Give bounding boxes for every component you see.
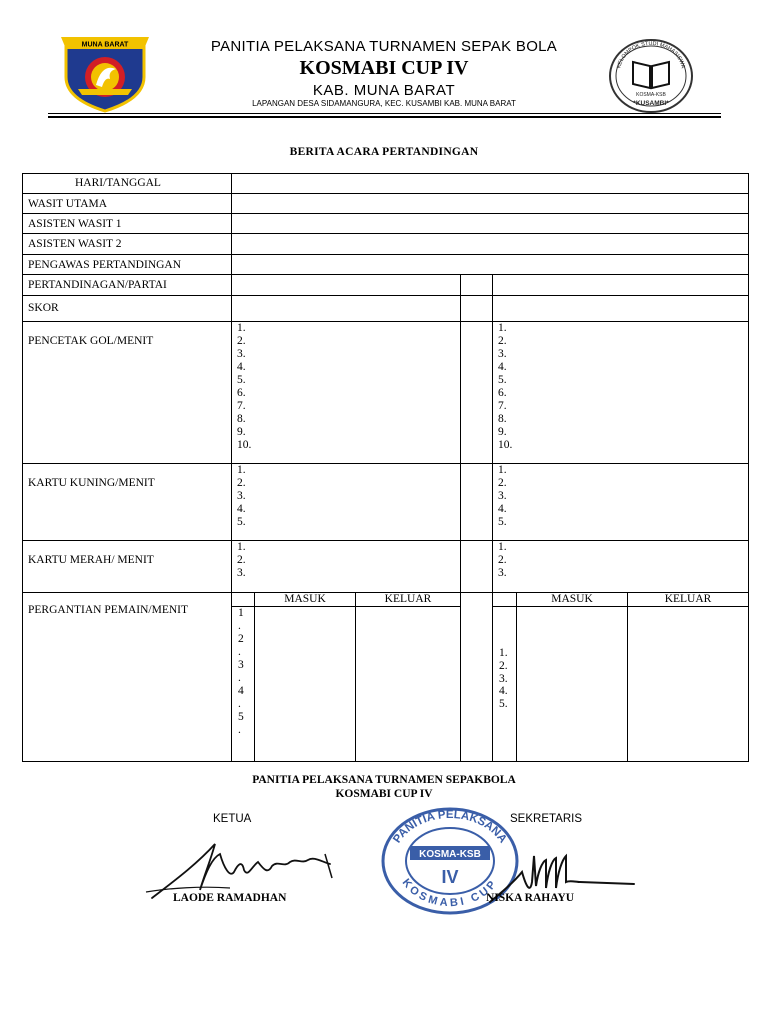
- head-keluar-away: KELUAR: [628, 593, 749, 607]
- stamp-band-text: KOSMA-KSB: [419, 849, 481, 860]
- cell-yellow-sep: [461, 464, 493, 541]
- field-pengawas[interactable]: [232, 255, 749, 275]
- field-sub-masuk-home[interactable]: [255, 607, 356, 762]
- footer-event: KOSMABI CUP IV: [335, 788, 433, 800]
- name-ketua: LAODE RAMADHAN: [173, 892, 287, 904]
- label-kartu-merah: KARTU MERAH/ MENIT: [23, 541, 232, 593]
- logo-inner-text: KOSMA-KSB: [636, 92, 666, 98]
- row-assistant-1: [23, 214, 749, 234]
- field-asisten-2[interactable]: [232, 234, 749, 255]
- label-hari-tanggal: HARI/TANGGAL: [23, 174, 232, 194]
- field-score-home[interactable]: [232, 296, 461, 322]
- label-pengawas: PENGAWAS PERTANDINGAN: [23, 255, 232, 275]
- field-hari-tanggal[interactable]: [232, 174, 749, 194]
- list-yellow-away[interactable]: 1. 2. 3. 4. 5.: [493, 464, 749, 541]
- row-substitution-header: [23, 593, 749, 607]
- field-sub-masuk-away[interactable]: [517, 607, 628, 762]
- row-match: [23, 275, 749, 296]
- cell-sub-home-num-head: [232, 593, 255, 607]
- role-sekretaris: SEKRETARIS: [510, 813, 582, 825]
- label-asisten-2: ASISTEN WASIT 2: [23, 234, 232, 255]
- label-kartu-kuning: KARTU KUNING/MENIT: [23, 464, 232, 541]
- kosma-ksb-logo-icon: [608, 38, 694, 114]
- label-skor: SKOR: [23, 296, 232, 322]
- stamp-top-text: PANITIA PELAKSANA: [391, 808, 509, 846]
- row-red-cards: [23, 541, 749, 593]
- match-report-table: [22, 173, 749, 762]
- header-regency: KAB. MUNA BARAT: [312, 82, 456, 99]
- list-yellow-home[interactable]: 1. 2. 3. 4. 5.: [232, 464, 461, 541]
- name-sekretaris: NISKA RAHAYU: [486, 892, 575, 904]
- field-sub-keluar-home[interactable]: [356, 607, 461, 762]
- label-asisten-1: ASISTEN WASIT 1: [23, 214, 232, 234]
- field-sub-keluar-away[interactable]: [628, 607, 749, 762]
- row-supervisor: [23, 255, 749, 275]
- field-vs[interactable]: [461, 275, 493, 296]
- field-score-away[interactable]: [493, 296, 749, 322]
- list-goals-home[interactable]: 1. 2. 3. 4. 5. 6. 7. 8. 9. 10.: [232, 322, 461, 464]
- muna-barat-crest-icon: [58, 33, 152, 113]
- label-wasit-utama: WASIT UTAMA: [23, 194, 232, 214]
- list-sub-home: 1 . 2 . 3 . 4 . 5 .: [232, 607, 255, 762]
- label-pencetak-gol: PENCETAK GOL/MENIT: [23, 322, 232, 464]
- row-referee: [23, 194, 749, 214]
- field-asisten-1[interactable]: [232, 214, 749, 234]
- header-address: LAPANGAN DESA SIDAMANGURA, KEC. KUSAMBI KAB. MUNA BARAT: [252, 99, 516, 108]
- head-keluar-home: KELUAR: [356, 593, 461, 607]
- field-wasit-utama[interactable]: [232, 194, 749, 214]
- header-committee: PANITIA PELAKSANA TURNAMEN SEPAK BOLA: [210, 38, 558, 55]
- head-masuk-home: MASUK: [255, 593, 356, 607]
- stamp-bottom-text: KOSMABI CUP: [399, 876, 501, 910]
- field-team-away[interactable]: [493, 275, 749, 296]
- row-yellow-cards: [23, 464, 749, 541]
- cell-goals-sep: [461, 322, 493, 464]
- header-divider-thick: [48, 116, 721, 118]
- stamp-center-text: IV: [441, 867, 459, 887]
- list-red-home[interactable]: 1. 2. 3.: [232, 541, 461, 593]
- header-divider-thin: [48, 113, 721, 114]
- label-pergantian: PERGANTIAN PEMAIN/MENIT: [23, 593, 232, 762]
- row-date: [23, 174, 749, 194]
- document-title: BERITA ACARA PERTANDINGAN: [289, 146, 479, 158]
- logo-arc-text: KELOMPOK STUDI MAHASISWA: [616, 40, 686, 69]
- row-score: [23, 296, 749, 322]
- row-goals: [23, 322, 749, 464]
- cell-sub-sep: [461, 593, 493, 762]
- list-red-away[interactable]: 1. 2. 3.: [493, 541, 749, 593]
- list-goals-away[interactable]: 1. 2. 3. 4. 5. 6. 7. 8. 9. 10.: [493, 322, 749, 464]
- head-masuk-away: MASUK: [517, 593, 628, 607]
- field-team-home[interactable]: [232, 275, 461, 296]
- cell-red-sep: [461, 541, 493, 593]
- header-event-title: KOSMABI CUP IV: [299, 57, 469, 79]
- list-sub-away: 1. 2. 3. 4. 5.: [493, 607, 517, 762]
- crest-banner-text: MUNA BARAT: [81, 41, 129, 49]
- label-partai: PERTANDINAGAN/PARTAI: [23, 275, 232, 296]
- field-score-sep[interactable]: [461, 296, 493, 322]
- row-assistant-2: [23, 234, 749, 255]
- footer-committee: PANITIA PELAKSANA TURNAMEN SEPAKBOLA: [252, 774, 516, 786]
- cell-sub-away-num-head: [493, 593, 517, 607]
- logo-bottom-text: *KUSAMBI*: [633, 100, 669, 107]
- role-ketua: KETUA: [213, 813, 252, 825]
